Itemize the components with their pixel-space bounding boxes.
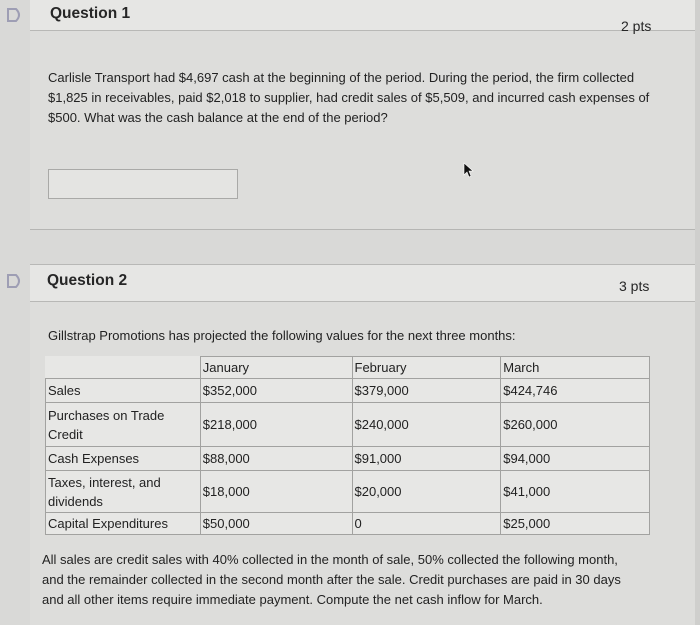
mouse-cursor-icon (463, 162, 475, 178)
table-header-row (46, 357, 650, 379)
table-row (46, 379, 650, 403)
flag-question-1-icon[interactable] (6, 7, 24, 23)
question-2-footer: All sales are credit sales with 40% collected in the month of sale, 50% collected the following month, and the remainder collected in the second month after the sale. Credit purchases are paid in 30 days and all other items require immediate payment. Compute the net cash inflow for March. (42, 552, 621, 607)
table-cell: Taxes, interest, and dividends (46, 471, 201, 513)
question-2-points: 3 pts (619, 278, 650, 294)
table-cell: $91,000 (352, 447, 501, 471)
table-row (46, 471, 650, 513)
table-cell: $41,000 (501, 471, 650, 513)
question-2-title: Question 2 (47, 272, 128, 289)
table-header-cell (46, 357, 201, 379)
flag-question-2-icon[interactable] (6, 273, 24, 289)
question-2-intro: Gillstrap Promotions has projected the following values for the next three months: (48, 328, 516, 343)
table-cell: $18,000 (200, 471, 352, 513)
table-cell: $94,000 (501, 447, 650, 471)
table-cell: $240,000 (352, 403, 501, 447)
table-cell: Cash Expenses (46, 447, 201, 471)
table-cell: $379,000 (352, 379, 501, 403)
question-1-title: Question 1 (50, 5, 131, 22)
question-1-text: Carlisle Transport had $4,697 cash at the beginning of the period. During the period, the firm collected $1,825 in receivables, paid $2,018 to supplier, had credit sales of $5,509, and incurred cash expenses of $500. What was the cash balance at the end of the period? (48, 70, 650, 125)
question-1-points: 2 pts (621, 18, 652, 34)
table-cell: $88,000 (200, 447, 352, 471)
table-cell: $352,000 (200, 379, 352, 403)
table-header-cell: February (352, 357, 501, 379)
table-cell: 0 (352, 513, 501, 535)
table-cell: $218,000 (200, 403, 352, 447)
divider (30, 229, 700, 230)
question-2-header (30, 264, 700, 302)
table-cell: Capital Expenditures (46, 513, 201, 535)
question-1-answer-input[interactable] (48, 169, 238, 199)
question-1-body (30, 31, 700, 229)
table-cell: $260,000 (501, 403, 650, 447)
table-cell: $50,000 (200, 513, 352, 535)
table-row (46, 447, 650, 471)
table-header-cell: March (501, 357, 650, 379)
table-cell: $424,746 (501, 379, 650, 403)
table-row (46, 403, 650, 447)
projection-table (45, 356, 650, 535)
page-edge (695, 0, 700, 625)
table-row (46, 513, 650, 535)
table-cell: Purchases on Trade Credit (46, 403, 201, 447)
table-header-cell: January (200, 357, 352, 379)
table-cell: $20,000 (352, 471, 501, 513)
table-cell: Sales (46, 379, 201, 403)
question-1-header (30, 0, 700, 31)
table-cell: $25,000 (501, 513, 650, 535)
